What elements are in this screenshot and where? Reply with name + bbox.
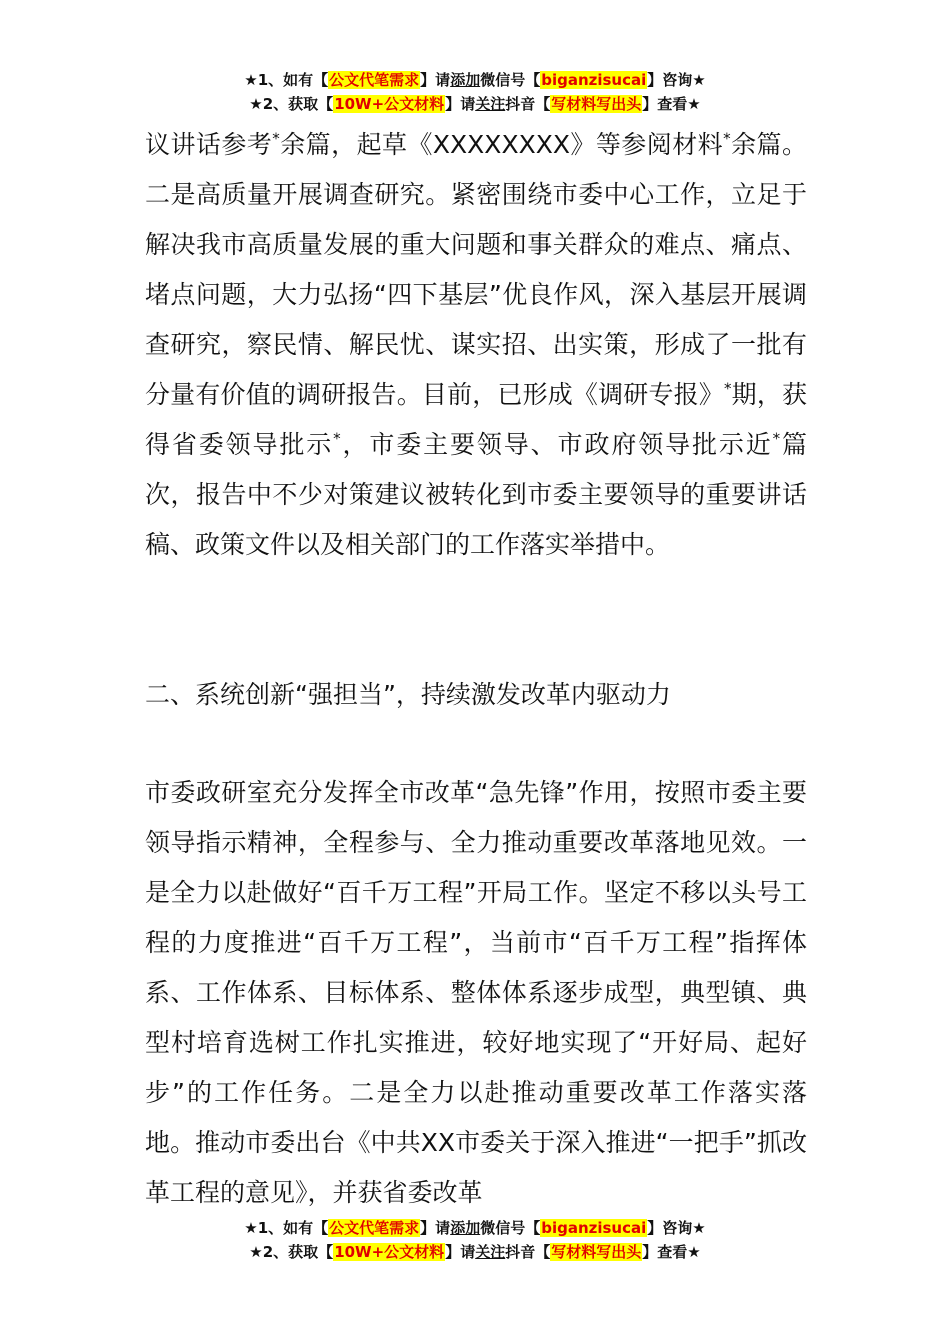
banner-highlight: biganzisucai bbox=[541, 1219, 647, 1237]
section-heading-text: 二、系统创新“强担当”，持续激发改革内驱动力 bbox=[145, 680, 671, 709]
banner-text: 】查看★ bbox=[642, 1243, 701, 1261]
banner-highlight: 10W+公文材料 bbox=[334, 95, 445, 113]
placeholder-asterisk: * bbox=[723, 379, 732, 398]
banner-line-1 bbox=[0, 1216, 950, 1240]
banner-underline: 添加 bbox=[450, 1219, 481, 1237]
banner-line-2 bbox=[0, 92, 950, 116]
paragraph-1 bbox=[145, 120, 807, 570]
section-heading bbox=[145, 670, 807, 720]
text-run: ，市委主要领导、市政府领导批示近 bbox=[340, 430, 773, 459]
banner-text: 】请 bbox=[445, 95, 476, 113]
banner-underline: 添加 bbox=[450, 71, 481, 89]
banner-underline: 关注 bbox=[475, 95, 506, 113]
placeholder-asterisk: * bbox=[723, 129, 731, 148]
text-run: 余篇，起草《XXXXXXXX》等参阅材料 bbox=[279, 130, 724, 159]
text-run: 议讲话参考 bbox=[145, 130, 273, 159]
banner-text: 】咨询★ bbox=[647, 1219, 706, 1237]
banner-line-1 bbox=[0, 68, 950, 92]
banner-text: 】咨询★ bbox=[647, 71, 706, 89]
banner-text: 】请 bbox=[420, 1219, 451, 1237]
banner-highlight: 公文代笔需求 bbox=[329, 1219, 420, 1237]
text-run: 余篇。二是高质量开展调查研究。紧密围绕市委中心工作，立足于解决我市高质量发展的重大问题和事关群众的难点、痛点、堵点问题，大力弘扬“四下基层”优良作风，深入基层开展调查研究，察民情、解民忧、谋实招、出实策，形成了一批有分量有价值的调研报告。目前，已形成《调研专报》 bbox=[145, 130, 807, 409]
paragraph-2 bbox=[145, 768, 807, 1218]
footer-banner bbox=[0, 1216, 950, 1264]
text-run: 篇次，报告中不少对策建议被转化到市委主要领导的重要讲话稿、政策文件以及相关部门的工作落实举措中。 bbox=[145, 430, 807, 559]
banner-line-2 bbox=[0, 1240, 950, 1264]
banner-text: 抖音【 bbox=[505, 1243, 551, 1261]
paragraph-text bbox=[145, 120, 807, 570]
banner-text: ★1、如有【 bbox=[244, 71, 329, 89]
banner-text: ★2、获取【 bbox=[249, 1243, 334, 1261]
banner-text: 】请 bbox=[445, 1243, 476, 1261]
banner-highlight: 写材料写出头 bbox=[551, 1243, 642, 1261]
text-run: 期，获得省委领导批示 bbox=[145, 380, 807, 459]
placeholder-asterisk: * bbox=[333, 429, 341, 448]
banner-text: 抖音【 bbox=[505, 95, 551, 113]
banner-text: ★1、如有【 bbox=[244, 1219, 329, 1237]
paragraph-text: 市委政研室充分发挥全市改革“急先锋”作用，按照市委主要领导指示精神，全程参与、全力推动重要改革落地见效。一是全力以赴做好“百千万工程”开局工作。坚定不移以头号工程的力度推进“百千万工程”，当前市“百千万工程”指挥体系、工作体系、目标体系、整体体系逐步成型，典型镇、典型村培育选树工作扎实推进，较好地实现了“开好局、起好步”的工作任务。二是全力以赴推动重要改革工作落实落地。推动市委出台《中共XX市委关于深入推进“一把手”抓改革工程的意见》，并获省委改革 bbox=[145, 778, 807, 1207]
banner-text: 】请 bbox=[420, 71, 451, 89]
banner-text: 微信号【 bbox=[480, 71, 541, 89]
placeholder-asterisk: * bbox=[772, 429, 781, 448]
header-banner bbox=[0, 68, 950, 116]
banner-text: 】查看★ bbox=[642, 95, 701, 113]
banner-text: 微信号【 bbox=[480, 1219, 541, 1237]
banner-underline: 关注 bbox=[475, 1243, 506, 1261]
banner-text: ★2、获取【 bbox=[249, 95, 334, 113]
banner-highlight: 10W+公文材料 bbox=[334, 1243, 445, 1261]
banner-highlight: biganzisucai bbox=[541, 71, 647, 89]
placeholder-asterisk: * bbox=[272, 129, 280, 148]
banner-highlight: 公文代笔需求 bbox=[329, 71, 420, 89]
banner-highlight: 写材料写出头 bbox=[551, 95, 642, 113]
